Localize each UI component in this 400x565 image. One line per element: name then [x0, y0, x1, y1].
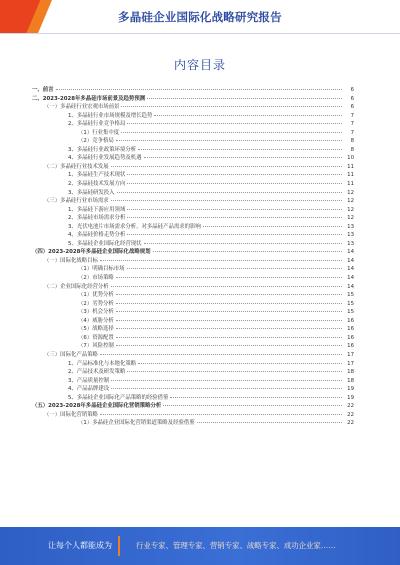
- toc-entry[interactable]: [32, 351, 354, 360]
- toc-entry-page: 6: [350, 87, 354, 93]
- toc-leader-dots: [121, 106, 342, 107]
- toc-entry-page: 11: [347, 163, 354, 170]
- toc-entry-title: （6）资源配置: [78, 334, 114, 341]
- toc-entry-title: （7）风险控制: [78, 343, 114, 350]
- toc-leader-dots: [100, 260, 342, 261]
- toc-entry-page: 15: [347, 292, 354, 299]
- toc-leader-dots: [100, 414, 342, 415]
- toc-entry-title: 1、产品标准化与本地化策略: [68, 360, 137, 367]
- toc-entry-title: 1、多晶硅下游应用领域: [68, 206, 126, 213]
- toc-entry-page: 15: [347, 309, 354, 316]
- toc-entry-page: 18: [347, 369, 354, 376]
- toc-entry-page: 13: [347, 223, 354, 230]
- toc-entry[interactable]: [32, 206, 354, 215]
- toc-entry-page: 17: [347, 351, 354, 358]
- toc-leader-dots: [127, 123, 342, 124]
- toc-entry-page: 16: [347, 343, 354, 350]
- toc-entry[interactable]: [32, 274, 354, 283]
- toc-entry-page: 17: [347, 360, 354, 367]
- toc-entry-page: 19: [347, 394, 354, 401]
- toc-entry[interactable]: [32, 325, 354, 334]
- toc-leader-dots: [170, 397, 342, 398]
- toc-leader-dots: [116, 345, 342, 346]
- toc-entry-title: 1、多晶硅行业市场规模及增长趋势: [68, 112, 153, 119]
- toc-entry-page: 11: [347, 181, 354, 188]
- toc-entry-page: 22: [347, 420, 354, 427]
- toc-leader-dots: [121, 132, 342, 133]
- toc-entry-title: 二、2023-2028年多晶硅市场前景及趋势预测: [32, 95, 146, 102]
- toc-entry-page: 22: [347, 411, 354, 418]
- table-of-contents: [32, 86, 354, 428]
- toc-entry-page: 14: [347, 249, 354, 256]
- toc-entry-title: （三）国际化产品策略: [44, 351, 98, 358]
- toc-entry-page: 11: [347, 172, 354, 179]
- toc-entry-title: 5、多晶硅企业国际化经营现状: [68, 240, 142, 247]
- toc-leader-dots: [111, 380, 342, 381]
- toc-entry[interactable]: [32, 419, 354, 428]
- toc-leader-dots: [116, 337, 342, 338]
- toc-entry-title: （1）行业集中度: [78, 129, 120, 136]
- toc-entry[interactable]: [32, 214, 354, 223]
- toc-leader-dots: [116, 320, 342, 321]
- toc-entry-page: 10: [347, 155, 354, 162]
- toc-leader-dots: [138, 363, 342, 364]
- toc-entry[interactable]: [32, 385, 354, 394]
- toc-entry-title: （四）2023-2028年多晶硅企业国际化战略规划: [32, 249, 151, 256]
- page-footer: [0, 527, 400, 565]
- toc-entry[interactable]: [32, 189, 354, 198]
- toc-leader-dots: [116, 303, 342, 304]
- footer-divider: [118, 536, 120, 556]
- toc-entry-title: （一）多晶硅行业宏观市场前景: [44, 104, 120, 111]
- toc-entry-page: 14: [347, 283, 354, 290]
- toc-leader-dots: [111, 200, 342, 201]
- toc-leader-dots: [163, 405, 342, 406]
- footer-slogan: 让每个人都能成为: [48, 541, 112, 550]
- toc-entry[interactable]: [32, 163, 354, 172]
- toc-leader-dots: [56, 89, 342, 90]
- toc-entry-title: （2）劣势分析: [78, 300, 114, 307]
- toc-entry-title: （二）多晶硅行业技术发展: [44, 163, 109, 170]
- toc-entry[interactable]: [32, 257, 354, 266]
- page-header: [0, 0, 400, 34]
- toc-entry-page: 16: [347, 334, 354, 341]
- toc-leader-dots: [116, 277, 342, 278]
- toc-entry-title: 2、多晶硅技术发展方向: [68, 181, 126, 188]
- toc-entry[interactable]: [32, 223, 354, 232]
- toc-entry-page: 12: [347, 189, 354, 196]
- toc-entry[interactable]: [32, 197, 354, 206]
- toc-entry[interactable]: [32, 377, 354, 386]
- toc-entry-title: 3、多晶硅行业政策环境分析: [68, 146, 137, 153]
- toc-entry-title: 2、多晶硅行业竞争格局: [68, 121, 126, 128]
- toc-entry-title: 一、前言: [32, 87, 54, 93]
- toc-entry-title: 3、多晶硅研发投入: [68, 189, 115, 196]
- toc-entry-page: 13: [347, 232, 354, 239]
- toc-entry-page: 7: [350, 121, 354, 128]
- toc-entry[interactable]: [32, 300, 354, 309]
- toc-entry-title: （1）优势分析: [78, 292, 114, 299]
- toc-entry[interactable]: [32, 394, 354, 403]
- toc-entry-page: 16: [347, 326, 354, 333]
- toc-entry-title: 4、多晶硅行业发展趋势及机遇: [68, 155, 142, 162]
- toc-entry-title: 2、多晶硅市场需求分析: [68, 215, 126, 222]
- toc-entry-page: 7: [350, 129, 354, 136]
- toc-leader-dots: [127, 268, 342, 269]
- toc-entry-title: 1、多晶硅生产技术现状: [68, 172, 126, 179]
- toc-entry-title: （4）威胁分析: [78, 317, 114, 324]
- toc-entry[interactable]: [32, 317, 354, 326]
- toc-entry[interactable]: [32, 291, 354, 300]
- toc-entry-title: （3）机会分析: [78, 309, 114, 316]
- toc-leader-dots: [203, 226, 342, 227]
- toc-entry[interactable]: [32, 240, 354, 249]
- header-divider: [0, 33, 400, 34]
- footer-tagline: 行业专家、管理专家、营销专家、战略专家、成功企业家……: [136, 541, 336, 550]
- toc-entry[interactable]: [32, 283, 354, 292]
- toc-leader-dots: [116, 328, 342, 329]
- toc-entry[interactable]: [32, 112, 354, 121]
- toc-entry-title: （五）2023-2028年多晶硅企业国际化营销策略分析: [32, 403, 162, 410]
- toc-entry[interactable]: [32, 154, 354, 163]
- toc-entry[interactable]: [32, 308, 354, 317]
- toc-leader-dots: [127, 183, 342, 184]
- toc-leader-dots: [111, 166, 342, 167]
- toc-entry[interactable]: [32, 146, 354, 155]
- toc-entry[interactable]: [32, 248, 354, 257]
- toc-entry-page: 19: [347, 386, 354, 393]
- toc-entry[interactable]: [32, 368, 354, 377]
- toc-entry-title: 3、产品质量控制: [68, 377, 110, 384]
- toc-leader-dots: [111, 388, 342, 389]
- toc-entry-page: 15: [347, 300, 354, 307]
- toc-entry-page: 13: [347, 240, 354, 247]
- toc-entry-title: （5）战略选择: [78, 326, 114, 333]
- toc-entry-page: 12: [347, 206, 354, 213]
- report-title: 多晶硅企业国际化战略研究报告: [118, 10, 282, 24]
- toc-entry-title: （一）国际化营销策略: [44, 411, 98, 418]
- toc-leader-dots: [127, 217, 342, 218]
- toc-leader-dots: [147, 98, 342, 99]
- toc-entry-title: （1）多晶硅企业国际化营销渠道策略及经验借鉴: [78, 420, 195, 427]
- toc-entry-title: 4、多晶硅价格走势分析: [68, 232, 126, 239]
- toc-entry[interactable]: [32, 180, 354, 189]
- toc-entry[interactable]: [32, 231, 354, 240]
- toc-entry-page: 12: [347, 198, 354, 205]
- toc-entry-title: 3、光伏电池片市场需求分析，对多晶硅产品需求的影响: [68, 223, 201, 230]
- toc-leader-dots: [144, 157, 342, 158]
- toc-leader-dots: [127, 371, 342, 372]
- toc-entry-page: 18: [347, 377, 354, 384]
- toc-entry-page: 14: [347, 275, 354, 282]
- toc-entry-page: 22: [347, 403, 354, 410]
- toc-entry-title: （三）多晶硅行业市场需求: [44, 198, 109, 205]
- toc-leader-dots: [138, 149, 342, 150]
- toc-entry[interactable]: [32, 265, 354, 274]
- toc-leader-dots: [117, 192, 342, 193]
- toc-entry[interactable]: [32, 129, 354, 138]
- toc-entry-title: 4、产品品牌建设: [68, 386, 110, 393]
- toc-entry[interactable]: [32, 95, 354, 104]
- toc-leader-dots: [127, 209, 342, 210]
- toc-leader-dots: [144, 243, 342, 244]
- toc-leader-dots: [116, 140, 342, 141]
- toc-entry-title: （2）市场策略: [78, 275, 114, 282]
- toc-leader-dots: [127, 234, 342, 235]
- toc-entry-page: 7: [350, 112, 354, 119]
- toc-entry-title: （一）国际化战略目标: [44, 257, 98, 264]
- toc-entry[interactable]: [32, 86, 354, 95]
- toc-entry[interactable]: [32, 103, 354, 112]
- toc-entry-page: 14: [347, 266, 354, 273]
- toc-entry-page: 12: [347, 215, 354, 222]
- toc-leader-dots: [111, 286, 342, 287]
- toc-entry-title: （二）企业国际化经营分析: [44, 283, 109, 290]
- toc-entry-page: 8: [350, 146, 354, 153]
- toc-heading: 内容目录: [173, 58, 226, 72]
- toc-entry[interactable]: [32, 411, 354, 420]
- toc-leader-dots: [116, 294, 342, 295]
- toc-entry-title: 5、多晶硅企业国际化产品策略的经验借鉴: [68, 394, 169, 401]
- toc-entry[interactable]: [32, 342, 354, 351]
- toc-entry[interactable]: [32, 334, 354, 343]
- toc-entry[interactable]: [32, 137, 354, 146]
- toc-leader-dots: [154, 115, 342, 116]
- toc-leader-dots: [127, 174, 342, 175]
- toc-leader-dots: [100, 354, 342, 355]
- toc-entry-page: 6: [350, 104, 354, 111]
- toc-leader-dots: [197, 422, 342, 423]
- toc-entry-page: 6: [350, 95, 354, 102]
- toc-entry[interactable]: [32, 120, 354, 129]
- toc-entry-page: 16: [347, 317, 354, 324]
- toc-entry-title: （1）明确目标市场: [78, 266, 125, 273]
- toc-entry-page: 14: [347, 257, 354, 264]
- toc-entry[interactable]: [32, 360, 354, 369]
- toc-entry-title: （2）竞争格局: [78, 138, 114, 145]
- toc-entry-page: 8: [350, 138, 354, 145]
- toc-leader-dots: [153, 251, 343, 252]
- toc-entry[interactable]: [32, 402, 354, 411]
- toc-leader-dots: [116, 311, 342, 312]
- toc-entry[interactable]: [32, 171, 354, 180]
- toc-entry-title: 2、产品技术及研发策略: [68, 369, 126, 376]
